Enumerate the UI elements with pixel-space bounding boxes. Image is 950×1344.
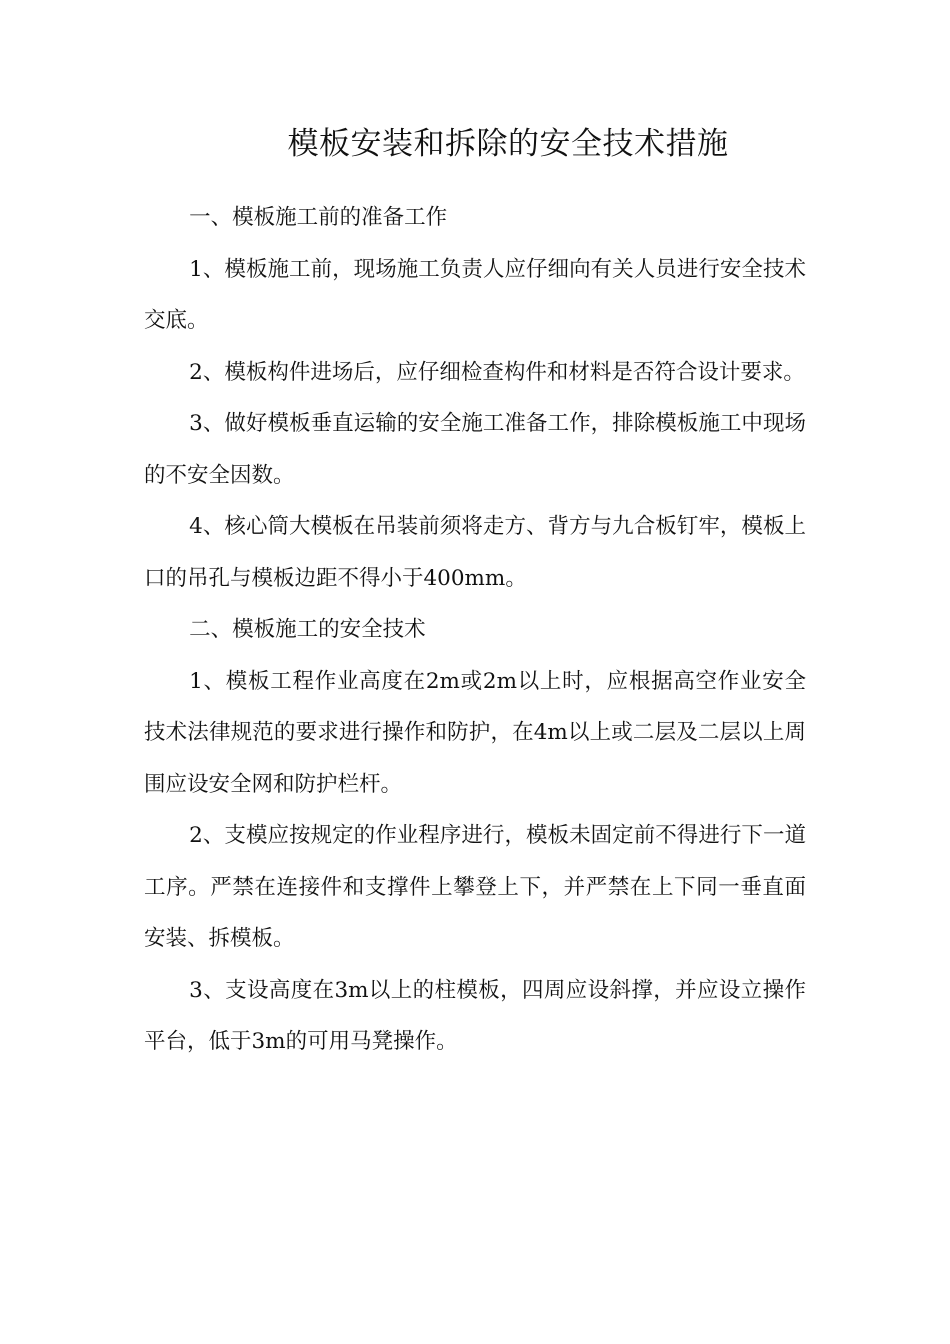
- paragraph-2-2: 2、支模应按规定的作业程序进行，模板未固定前不得进行下一道工序。严禁在连接件和支撑件上攀登上下，并严禁在上下同一垂直面安装、拆模板。: [144, 823, 806, 951]
- section-heading-1: 一、模板施工前的准备工作: [189, 205, 448, 230]
- paragraph-1-4: 4、核心筒大模板在吊装前须将走方、背方与九合板钉牢，模板上口的吊孔与模板边距不得小于400mm。: [144, 514, 806, 591]
- paragraph-1-1: 1、模板施工前，现场施工负责人应仔细向有关人员进行安全技术交底。: [144, 256, 806, 333]
- paragraph-1-2: 2、模板构件进场后，应仔细检查构件和材料是否符合设计要求。: [189, 359, 805, 385]
- paragraph-2-1: 1、模板工程作业高度在2m或2m以上时，应根据高空作业安全技术法律规范的要求进行操作和防护，在4m以上或二层及二层以上周围应设安全网和防护栏杆。: [144, 668, 806, 797]
- paragraph-2-3: 3、支设高度在3m以上的柱模板，四周应设斜撑，并应设立操作平台，低于3m的可用马凳操作。: [144, 977, 806, 1054]
- paragraph-1-3: 3、做好模板垂直运输的安全施工准备工作，排除模板施工中现场的不安全因数。: [144, 411, 806, 488]
- section-heading-2: 二、模板施工的安全技术: [189, 617, 426, 642]
- document-title: 模板安装和拆除的安全技术措施: [287, 126, 729, 162]
- document-body: [144, 192, 806, 1068]
